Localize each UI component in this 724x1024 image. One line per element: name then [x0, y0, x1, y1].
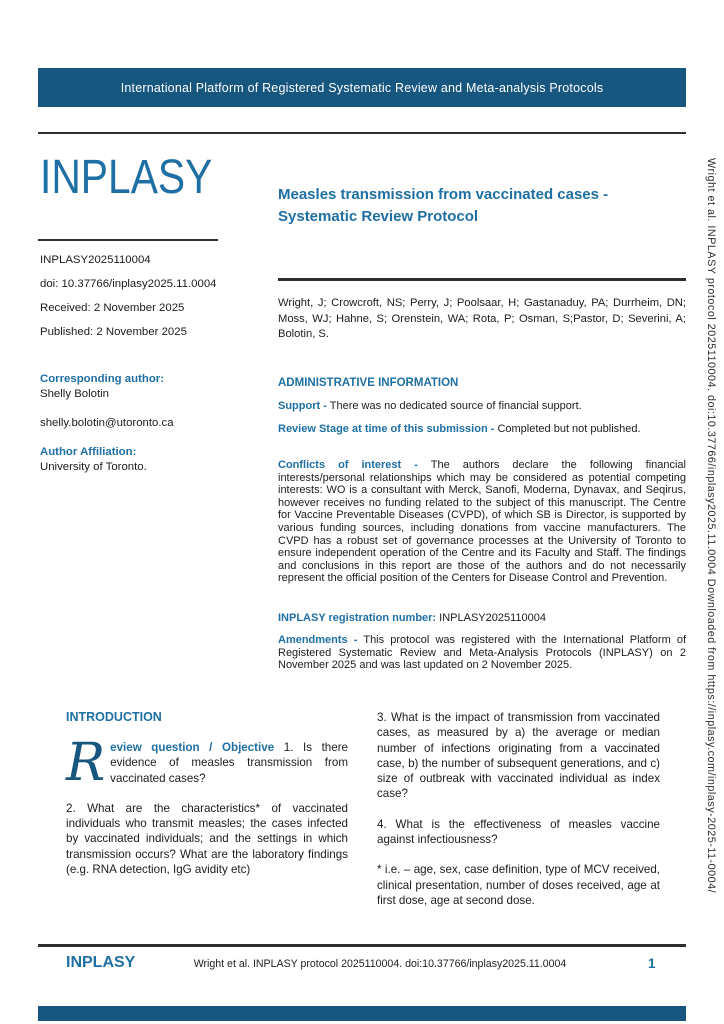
- registration-id: INPLASY2025110004: [40, 254, 151, 266]
- amendments-paragraph: [278, 634, 686, 672]
- authors-divider: [278, 278, 686, 281]
- footer-divider: [38, 944, 686, 947]
- review-stage-label: Review Stage at time of this submission -: [278, 423, 495, 435]
- registration-number-line: [278, 612, 686, 625]
- intro-footnote: * i.e. – age, sex, case definition, type of MCV received, clinical presentation, number of doses received, age at first dose, age at second dose.: [377, 863, 660, 907]
- received-date: Received: 2 November 2025: [40, 302, 185, 314]
- introduction-heading: INTRODUCTION: [66, 710, 162, 724]
- dropcap-r: R: [66, 733, 106, 793]
- corresponding-author-block: [40, 372, 270, 475]
- review-question-text: 1. Is there evidence of measles transmission from vaccinated cases?: [110, 741, 348, 785]
- amendments-label: Amendments -: [278, 634, 358, 646]
- metadata-block: [40, 253, 270, 349]
- conflicts-paragraph: [278, 459, 686, 585]
- published-date: Published: 2 November 2025: [40, 326, 187, 338]
- corresponding-author-label: Corresponding author:: [40, 373, 165, 385]
- amendments-text: This protocol was registered with the International Platform of Registered Systematic Review and Meta-Analysis Protocols (INPLASY) on 2 November 2025 and was last updated on 2 November 2025.: [278, 634, 686, 672]
- protocol-title: Measles transmission from vaccinated cases - Systematic Review Protocol: [278, 186, 609, 225]
- review-question-paragraph: [66, 733, 348, 793]
- introduction-left-column: [66, 733, 348, 892]
- logo-divider: [38, 239, 218, 241]
- platform-banner: [38, 68, 686, 107]
- review-question-label: eview question / Objective: [110, 741, 275, 754]
- affiliation-value: University of Toronto.: [40, 461, 147, 473]
- inplasy-logo: INPLASY: [40, 151, 213, 204]
- footer-citation: Wright et al. INPLASY protocol 2025110004. doi:10.37766/inplasy2025.11.0004: [193, 958, 567, 970]
- support-text: There was no dedicated source of financial support.: [329, 400, 582, 412]
- footer-logo: INPLASY: [66, 954, 136, 971]
- authors-list: Wright, J; Crowcroft, NS; Perry, J; Poolsaar, H; Gastanaduy, PA; Durrheim, DN; Moss, WJ; Hahne, S; Orenstein, WA; Rota, P; Osman, S;Pastor, D; Severini, A; Bolotin, S.: [278, 297, 686, 340]
- review-stage-paragraph: [278, 423, 686, 436]
- platform-banner-text: International Platform of Registered Systematic Review and Meta-analysis Protocols: [120, 80, 604, 95]
- intro-paragraph-4: 4. What is the effectiveness of measles vaccine against infectiousness?: [377, 817, 660, 847]
- registration-number-label: INPLASY registration number:: [278, 612, 437, 624]
- top-divider: [38, 132, 686, 134]
- corresponding-author-email: shelly.bolotin@utoronto.ca: [40, 417, 174, 429]
- footer-page-number: 1: [648, 956, 656, 971]
- admin-info-heading: ADMINISTRATIVE INFORMATION: [278, 377, 459, 389]
- sidebar-vertical-citation: Wright et al. INPLASY protocol 2025110004. doi:10.37766/inplasy2025.11.0004 Downloaded from https://inplasy.com/inplasy-2025-11-0004/: [705, 158, 717, 894]
- corresponding-author-name: Shelly Bolotin: [40, 388, 110, 400]
- introduction-right-column: [377, 710, 660, 923]
- intro-paragraph-3: 3. What is the impact of transmission from vaccinated cases, as measured by a) the average or median number of infections originating from a vaccinated case, b) the number of subsequent generations, and c) size of outbreak with vaccinated individual as index case?: [377, 711, 660, 801]
- registration-number-value: INPLASY2025110004: [439, 612, 546, 624]
- affiliation-label: Author Affiliation:: [40, 446, 137, 458]
- conflicts-text: The authors declare the following financial interests/personal relationships which may be considered as potential competing interests: WO is a consultant with Merck, Sanofi, Moderna, Dynavax, and Seqirus, however receives no funding related to the subject of this manuscript. The Centre for Vaccine Preventable Diseases (CVPD), of which SB is Director, is supported by various funding sources, including donations from vaccine manufacturers. The CVPD has a robust set of governance processes at the University of Toronto to ensure independent operation of the Centre and its Faculty and Staff. The findings and conclusions in this report are those of the authors and do not necessarily represent the official position of the Centers for Disease Control and Prevention.: [278, 459, 686, 585]
- bottom-bar: [38, 1006, 686, 1021]
- intro-paragraph-2: 2. What are the characteristics* of vaccinated individuals who transmit measles; the cases infected by vaccinated individuals; and the settings in which transmission occurs? What are the laboratory findings (e.g. RNA detection, IgG avidity etc): [66, 801, 348, 877]
- conflicts-label: Conflicts of interest -: [278, 459, 418, 471]
- support-label: Support -: [278, 400, 327, 412]
- review-stage-text: Completed but not published.: [497, 423, 641, 435]
- support-paragraph: [278, 400, 686, 413]
- doi: doi: 10.37766/inplasy2025.11.0004: [40, 278, 217, 290]
